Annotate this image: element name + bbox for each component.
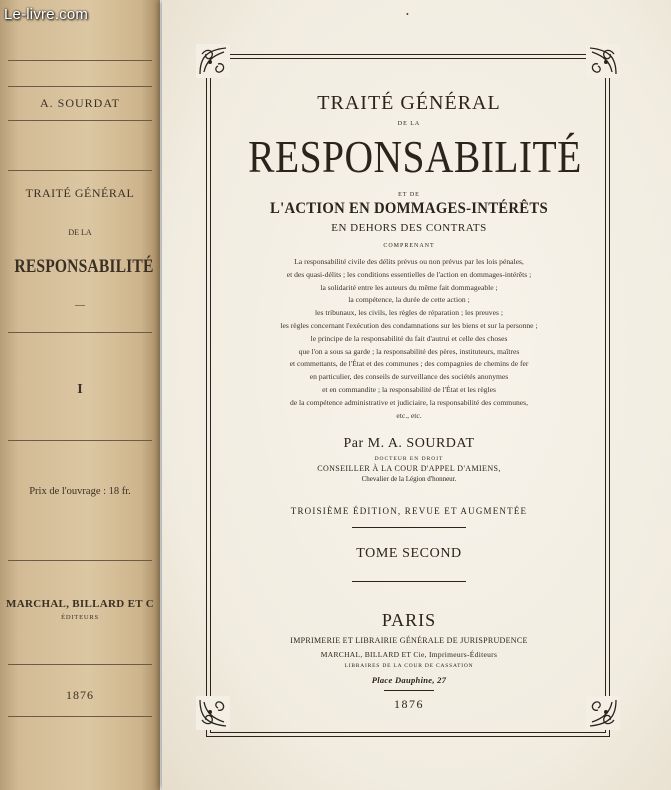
summary-line: etc., etc. [396, 410, 422, 420]
spine-volume: I [77, 382, 83, 397]
rule-divider [384, 690, 434, 691]
booksellers-line: LIBRAIRES DE LA COUR DE CASSATION [344, 663, 474, 669]
author-degree: DOCTEUR EN DROIT [374, 456, 444, 462]
spine-rule [8, 716, 152, 717]
spine-publisher-sub: ÉDITEURS [61, 614, 99, 621]
summary-line: la solidarité entre les auteurs du même fait dommageable ; [320, 282, 498, 292]
title-hors-contrats: EN DEHORS DES CONTRATS [331, 222, 487, 234]
spine-rule [8, 86, 152, 87]
spine-rule [8, 120, 152, 121]
summary-line: que l'on a sous sa garde ; la responsabilité des pères, instituteurs, maîtres [298, 346, 520, 356]
summary-line: La responsabilité civile des délits prévus ou non prévus par les lois pénales, [294, 257, 524, 266]
corner-ornament-icon [586, 44, 620, 78]
summary-line: et en commandite ; la responsabilité de l'État et les règles [322, 384, 496, 394]
spine-title-line3: RESPONSABILITÉ [14, 256, 154, 277]
spine-rule [8, 664, 152, 665]
summary-line: et commettants, de l'État et des communes ; des compagnies de chemins de fer [289, 359, 529, 369]
summary-line: la compétence, la durée de cette action ; [348, 295, 470, 305]
spine-dash: — [75, 300, 85, 311]
spine-price: Prix de l'ouvrage : 18 fr. [29, 486, 131, 497]
title-de-la: DE LA [397, 121, 421, 127]
summary-line: les tribunaux, les civils, les règles de réparation ; les preuves ; [315, 308, 503, 318]
address-line: Place Dauphine, 27 [371, 675, 447, 685]
edition-line: TROISIÈME ÉDITION, REVUE ET AUGMENTÉE [290, 506, 528, 516]
author-honor: Chevalier de la Légion d'honneur. [361, 475, 457, 483]
title-et-de: ET DE [398, 192, 420, 198]
summary-line: le principe de la responsabilité du fait d'autrui et celle des choses [310, 333, 508, 343]
page-mark: • [406, 10, 409, 19]
title-responsabilite: RESPONSABILITÉ [248, 131, 582, 182]
summary-line: les règles concernant l'exécution des condamnations sur les biens et sur la personne ; [280, 320, 538, 330]
summary-line: et des quasi-délits ; les conditions essentielles de l'action en dommages-intérêts ; [286, 269, 532, 279]
spine-author: A. SOURDAT [39, 96, 120, 110]
spine-rule [8, 170, 152, 171]
summary-line: en particulier, des conseils de surveillance des sociétés anonymes [309, 372, 509, 382]
volume-label: TOME SECOND [356, 546, 462, 561]
year-label: 1876 [394, 697, 424, 711]
title-page [162, 0, 671, 790]
spine-title-line1: TRAITÉ GÉNÉRAL [25, 186, 135, 200]
city-label: PARIS [381, 610, 437, 630]
site-watermark: Le-livre.com [4, 6, 89, 23]
spine-rule [8, 440, 152, 441]
spine-rule [8, 332, 152, 333]
printer-line: IMPRIMERIE ET LIBRAIRIE GÉNÉRALE DE JURISPRUDENCE [290, 636, 528, 645]
title-action: L'ACTION EN DOMMAGES-INTÉRÊTS [270, 200, 548, 217]
corner-ornament-icon [196, 44, 230, 78]
spine-rule [8, 560, 152, 561]
publisher-line: MARCHAL, BILLARD ET Cie, Imprimeurs-Éditeurs [320, 650, 498, 659]
rule-divider [352, 581, 466, 582]
spine-year: 1876 [66, 688, 94, 702]
author-position: CONSEILLER À LA COUR D'APPEL D'AMIENS, [317, 464, 501, 473]
contents-summary [222, 256, 596, 422]
rule-divider [352, 527, 466, 528]
spine-publisher: MARCHAL, BILLARD ET C [6, 598, 154, 610]
author-line: Par M. A. SOURDAT [343, 436, 475, 451]
summary-line: de la compétence administrative et judiciaire, la responsabilité des communes, [289, 397, 529, 407]
spine-title-line2: DE LA [68, 228, 92, 237]
book-spine [0, 0, 160, 790]
title-comprenant: COMPRENANT [383, 243, 435, 249]
title-traite: TRAITÉ GÉNÉRAL [317, 92, 501, 114]
spine-rule [8, 60, 152, 61]
